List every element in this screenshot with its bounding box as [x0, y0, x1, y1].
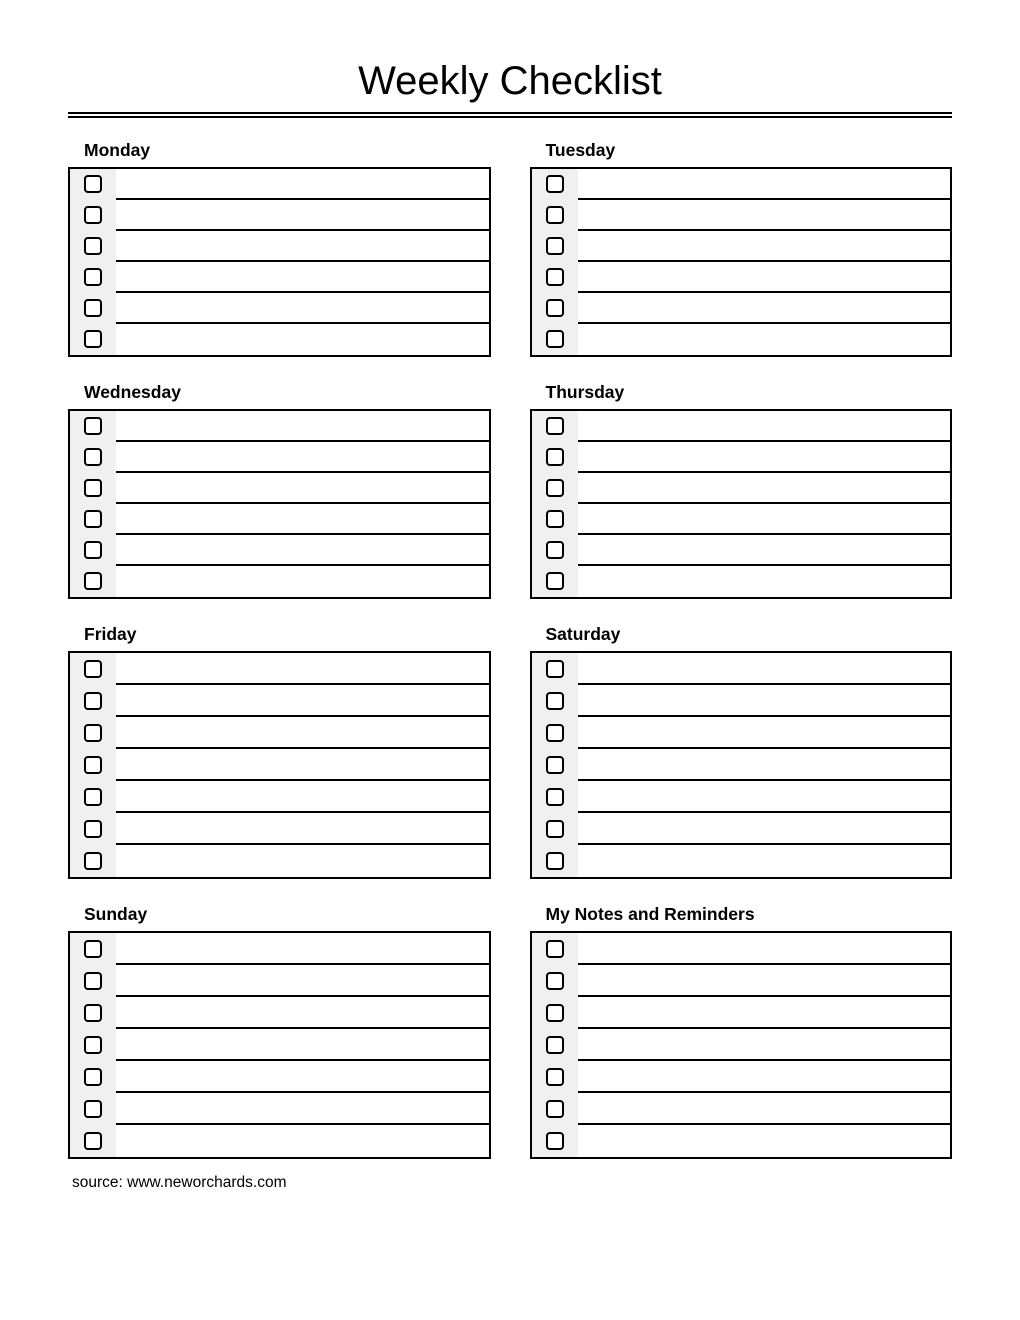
- checkbox-cell: [532, 262, 578, 293]
- section-label: Saturday: [545, 623, 621, 644]
- checkbox[interactable]: [546, 756, 564, 774]
- checklist-row: [532, 1093, 951, 1125]
- writing-line[interactable]: [116, 845, 489, 877]
- page-title: Weekly Checklist: [358, 59, 662, 103]
- writing-line[interactable]: [116, 504, 489, 535]
- writing-line[interactable]: [116, 169, 489, 200]
- checklist-row: [70, 781, 489, 813]
- checkbox-cell: [532, 997, 578, 1029]
- checkbox[interactable]: [84, 175, 102, 193]
- checklist-row: [70, 717, 489, 749]
- writing-line[interactable]: [578, 504, 951, 535]
- checklist-box: [530, 651, 953, 879]
- checkbox[interactable]: [84, 756, 102, 774]
- checklist-row: [532, 813, 951, 845]
- checkbox[interactable]: [546, 788, 564, 806]
- section-wednesday: [68, 382, 491, 599]
- checkbox[interactable]: [546, 692, 564, 710]
- checklist-row: [532, 717, 951, 749]
- checkbox-cell: [70, 411, 116, 442]
- checkbox-cell: [532, 813, 578, 845]
- checklist-row: [532, 473, 951, 504]
- writing-line[interactable]: [116, 685, 489, 717]
- section-label: Tuesday: [545, 139, 616, 160]
- checkbox-cell: [532, 933, 578, 965]
- checkbox-cell: [532, 965, 578, 997]
- section-label: My Notes and Reminders: [545, 903, 755, 924]
- checkbox[interactable]: [84, 206, 102, 224]
- checkbox-cell: [70, 566, 116, 597]
- checkbox-cell: [532, 1093, 578, 1125]
- writing-line[interactable]: [578, 685, 951, 717]
- checklist-row: [70, 200, 489, 231]
- checkbox-cell: [70, 169, 116, 200]
- checkbox-cell: [532, 1061, 578, 1093]
- checklist-row: [70, 749, 489, 781]
- checklist-row: [70, 535, 489, 566]
- checkbox[interactable]: [546, 330, 564, 348]
- writing-line[interactable]: [578, 535, 951, 566]
- checkbox-cell: [532, 566, 578, 597]
- checklist-row: [532, 653, 951, 685]
- writing-line[interactable]: [116, 262, 489, 293]
- writing-line[interactable]: [578, 933, 951, 965]
- checkbox[interactable]: [546, 820, 564, 838]
- checkbox-cell: [70, 1125, 116, 1157]
- writing-line[interactable]: [116, 1029, 489, 1061]
- checkbox[interactable]: [84, 510, 102, 528]
- writing-line[interactable]: [116, 535, 489, 566]
- checkbox-cell: [70, 1029, 116, 1061]
- checkbox-cell: [70, 933, 116, 965]
- checklist-row: [70, 965, 489, 997]
- writing-line[interactable]: [578, 717, 951, 749]
- checkbox[interactable]: [546, 1132, 564, 1150]
- checkbox[interactable]: [546, 206, 564, 224]
- checkbox[interactable]: [546, 1004, 564, 1022]
- checkbox[interactable]: [84, 541, 102, 559]
- section-saturday: [530, 624, 953, 879]
- checkbox[interactable]: [84, 268, 102, 286]
- checkbox[interactable]: [84, 852, 102, 870]
- checklist-row: [70, 504, 489, 535]
- checklist-row: [70, 933, 489, 965]
- checklist-row: [532, 1061, 951, 1093]
- checkbox-cell: [532, 293, 578, 324]
- checkbox[interactable]: [546, 572, 564, 590]
- writing-line[interactable]: [116, 442, 489, 473]
- checkbox-cell: [70, 717, 116, 749]
- writing-line[interactable]: [578, 442, 951, 473]
- writing-line[interactable]: [116, 324, 489, 355]
- checkbox-cell: [532, 1029, 578, 1061]
- writing-line[interactable]: [116, 717, 489, 749]
- writing-line[interactable]: [116, 231, 489, 262]
- checklist-row: [532, 749, 951, 781]
- checkbox-cell: [532, 535, 578, 566]
- checklist-row: [70, 653, 489, 685]
- checkbox[interactable]: [84, 1004, 102, 1022]
- writing-line[interactable]: [578, 200, 951, 231]
- writing-line[interactable]: [578, 1125, 951, 1157]
- writing-line[interactable]: [116, 749, 489, 781]
- checkbox-cell: [70, 293, 116, 324]
- section-label: Wednesday: [84, 381, 181, 402]
- checklist-row: [532, 1029, 951, 1061]
- section-friday: [68, 624, 491, 879]
- checklist-row: [70, 293, 489, 324]
- checkbox-cell: [532, 685, 578, 717]
- writing-line[interactable]: [116, 200, 489, 231]
- checkbox[interactable]: [546, 417, 564, 435]
- checkbox[interactable]: [84, 299, 102, 317]
- writing-line[interactable]: [578, 473, 951, 504]
- sections-grid: [68, 140, 952, 1159]
- checkbox-cell: [70, 845, 116, 877]
- checklist-row: [532, 997, 951, 1029]
- checkbox[interactable]: [546, 299, 564, 317]
- checkbox[interactable]: [546, 852, 564, 870]
- checklist-row: [532, 442, 951, 473]
- checklist-row: [532, 504, 951, 535]
- checklist-row: [70, 813, 489, 845]
- checklist-box: [68, 931, 491, 1159]
- section-label: Friday: [84, 623, 137, 644]
- writing-line[interactable]: [116, 813, 489, 845]
- writing-line[interactable]: [578, 1093, 951, 1125]
- section-label: Monday: [84, 139, 151, 160]
- checkbox[interactable]: [84, 940, 102, 958]
- checkbox-cell: [532, 504, 578, 535]
- checkbox[interactable]: [546, 237, 564, 255]
- checkbox[interactable]: [84, 237, 102, 255]
- checkbox-cell: [532, 717, 578, 749]
- checklist-row: [70, 1029, 489, 1061]
- checkbox[interactable]: [84, 692, 102, 710]
- checklist-row: [532, 1125, 951, 1157]
- checkbox[interactable]: [546, 448, 564, 466]
- checkbox-cell: [70, 442, 116, 473]
- checkbox[interactable]: [84, 1100, 102, 1118]
- checklist-box: [68, 651, 491, 879]
- writing-line[interactable]: [116, 933, 489, 965]
- checklist-row: [532, 933, 951, 965]
- checkbox-cell: [70, 965, 116, 997]
- checkbox[interactable]: [84, 724, 102, 742]
- writing-line[interactable]: [578, 1029, 951, 1061]
- checklist-row: [70, 473, 489, 504]
- writing-line[interactable]: [578, 653, 951, 685]
- checklist-row: [532, 845, 951, 877]
- source-note: source: www.neworchards.com: [72, 1173, 287, 1191]
- checklist-row: [70, 845, 489, 877]
- checkbox[interactable]: [546, 175, 564, 193]
- checklist-row: [532, 781, 951, 813]
- section-label: Sunday: [84, 903, 148, 924]
- checkbox-cell: [532, 200, 578, 231]
- checkbox[interactable]: [84, 479, 102, 497]
- writing-line[interactable]: [116, 965, 489, 997]
- writing-line[interactable]: [578, 324, 951, 355]
- writing-line[interactable]: [578, 845, 951, 877]
- checklist-box: [68, 167, 491, 357]
- checkbox-cell: [70, 504, 116, 535]
- checkbox-cell: [70, 535, 116, 566]
- checklist-row: [70, 411, 489, 442]
- checklist-row: [70, 1125, 489, 1157]
- writing-line[interactable]: [578, 262, 951, 293]
- checklist-row: [70, 685, 489, 717]
- checkbox[interactable]: [84, 820, 102, 838]
- checkbox-cell: [70, 749, 116, 781]
- checkbox[interactable]: [84, 572, 102, 590]
- checklist-row: [532, 169, 951, 200]
- checkbox-cell: [70, 997, 116, 1029]
- writing-line[interactable]: [116, 293, 489, 324]
- checkbox-cell: [70, 324, 116, 355]
- writing-line[interactable]: [578, 813, 951, 845]
- checklist-row: [70, 1061, 489, 1093]
- checklist-row: [70, 324, 489, 355]
- checkbox-cell: [532, 781, 578, 813]
- checkbox-cell: [532, 653, 578, 685]
- checkbox[interactable]: [546, 1068, 564, 1086]
- checkbox-cell: [532, 845, 578, 877]
- checkbox-cell: [70, 1061, 116, 1093]
- writing-line[interactable]: [116, 1093, 489, 1125]
- writing-line[interactable]: [116, 1061, 489, 1093]
- writing-line[interactable]: [116, 997, 489, 1029]
- checklist-row: [70, 262, 489, 293]
- checklist-row: [532, 200, 951, 231]
- checklist-row: [532, 293, 951, 324]
- checkbox-cell: [70, 813, 116, 845]
- checkbox-cell: [70, 473, 116, 504]
- checklist-box: [530, 409, 953, 599]
- section-thursday: [530, 382, 953, 599]
- title-divider-rule: [68, 112, 952, 118]
- checkbox-cell: [70, 200, 116, 231]
- writing-line[interactable]: [116, 566, 489, 597]
- writing-line[interactable]: [578, 293, 951, 324]
- checklist-box: [68, 409, 491, 599]
- checkbox[interactable]: [84, 788, 102, 806]
- checkbox[interactable]: [84, 330, 102, 348]
- checklist-row: [532, 231, 951, 262]
- checklist-row: [70, 231, 489, 262]
- writing-line[interactable]: [578, 965, 951, 997]
- section-notes-reminders: [530, 904, 953, 1159]
- checklist-row: [70, 997, 489, 1029]
- writing-line[interactable]: [578, 1061, 951, 1093]
- checkbox[interactable]: [84, 972, 102, 990]
- checkbox[interactable]: [546, 510, 564, 528]
- checklist-row: [70, 442, 489, 473]
- checkbox[interactable]: [546, 972, 564, 990]
- checkbox[interactable]: [546, 1036, 564, 1054]
- checkbox-cell: [532, 442, 578, 473]
- writing-line[interactable]: [116, 473, 489, 504]
- checklist-row: [70, 1093, 489, 1125]
- section-sunday: [68, 904, 491, 1159]
- checklist-row: [532, 411, 951, 442]
- checklist-row: [70, 169, 489, 200]
- checklist-row: [70, 566, 489, 597]
- checkbox-cell: [70, 231, 116, 262]
- checkbox-cell: [532, 231, 578, 262]
- checkbox-cell: [532, 169, 578, 200]
- checkbox[interactable]: [84, 1068, 102, 1086]
- checklist-box: [530, 167, 953, 357]
- writing-line[interactable]: [578, 169, 951, 200]
- section-label: Thursday: [545, 381, 625, 402]
- checkbox[interactable]: [84, 448, 102, 466]
- checkbox-cell: [532, 749, 578, 781]
- checkbox-cell: [532, 411, 578, 442]
- writing-line[interactable]: [116, 1125, 489, 1157]
- checklist-row: [532, 535, 951, 566]
- checkbox[interactable]: [546, 660, 564, 678]
- checklist-row: [532, 324, 951, 355]
- writing-line[interactable]: [578, 781, 951, 813]
- checkbox-cell: [70, 653, 116, 685]
- writing-line[interactable]: [578, 566, 951, 597]
- writing-line[interactable]: [578, 411, 951, 442]
- checklist-row: [532, 262, 951, 293]
- checklist-box: [530, 931, 953, 1159]
- checkbox-cell: [70, 262, 116, 293]
- writing-line[interactable]: [116, 653, 489, 685]
- checklist-row: [532, 685, 951, 717]
- checkbox-cell: [532, 473, 578, 504]
- checkbox[interactable]: [84, 660, 102, 678]
- checkbox-cell: [70, 685, 116, 717]
- checkbox[interactable]: [546, 541, 564, 559]
- checkbox[interactable]: [84, 1036, 102, 1054]
- checkbox-cell: [532, 324, 578, 355]
- checkbox-cell: [70, 781, 116, 813]
- checklist-row: [532, 965, 951, 997]
- writing-line[interactable]: [578, 749, 951, 781]
- checkbox-cell: [70, 1093, 116, 1125]
- writing-line[interactable]: [578, 231, 951, 262]
- section-tuesday: [530, 140, 953, 357]
- checkbox[interactable]: [84, 417, 102, 435]
- checkbox[interactable]: [546, 479, 564, 497]
- checkbox[interactable]: [546, 1100, 564, 1118]
- section-monday: [68, 140, 491, 357]
- checkbox[interactable]: [546, 268, 564, 286]
- checkbox[interactable]: [546, 940, 564, 958]
- checkbox[interactable]: [546, 724, 564, 742]
- checkbox[interactable]: [84, 1132, 102, 1150]
- checkbox-cell: [532, 1125, 578, 1157]
- checklist-row: [532, 566, 951, 597]
- writing-line[interactable]: [116, 411, 489, 442]
- writing-line[interactable]: [578, 997, 951, 1029]
- writing-line[interactable]: [116, 781, 489, 813]
